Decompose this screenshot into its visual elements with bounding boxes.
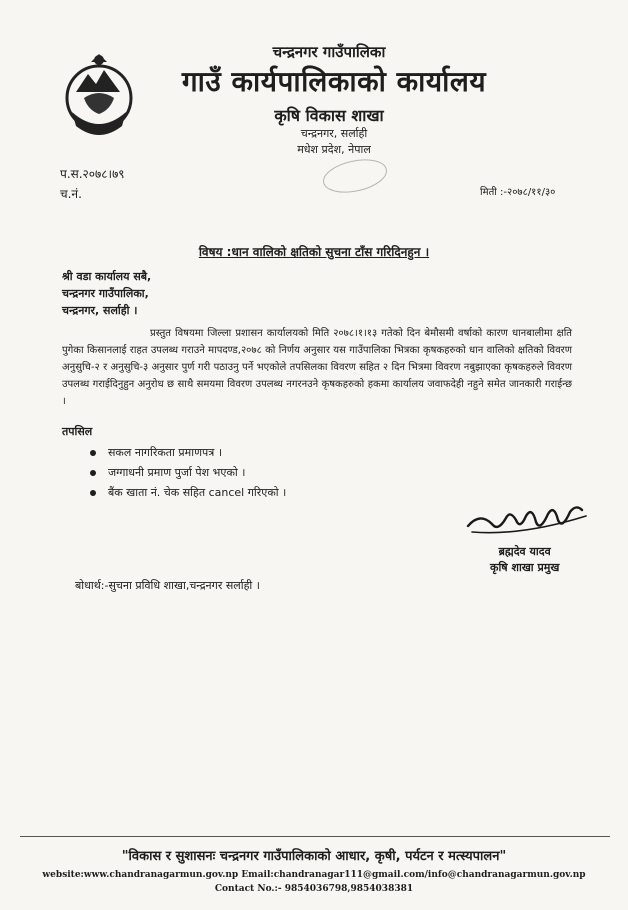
footer-divider	[20, 836, 610, 837]
attachment-item: बैंक खाता नं. चेक सहित cancel गरिएको ।	[90, 483, 286, 503]
address-line-1: चन्द्रनगर, सर्लाही	[300, 127, 368, 140]
branch-name: कृषि विकास शाखा	[274, 106, 384, 125]
letter-number: प.स.२०७८।७९	[60, 167, 125, 181]
subject-line	[0, 243, 628, 260]
addressee-block	[62, 268, 151, 319]
addressee-line-3: चन्द्रनगर, सर्लाही ।	[62, 304, 138, 317]
subject-text: विषय :धान वालिको क्षतिको सुचना टाँस गरिदिनहुन ।	[198, 245, 430, 259]
letter-body: प्रस्तुत विषयमा जिल्ला प्रशासन कार्यालयको मिति २०७८।१।१३ गतेको दिन बेमौसमी वर्षाको कारण धानबालीमा क्षति पुगेका किसानलाई राहत उपलब्ध गराउने मापदण्ड,२०७८ को निर्णय अनुसार यस गाउँपालिका भित्रका कृषकहरुको धान वालिको क्षतिको विवरण अनुसुचि-२ र अनुसुचि-३ अनुसार पुर्ण गरी पठाउनु पर्ने भएकोले तपसिलका विवरण सहित २ दिन भित्रमा विवरण नबुझाएका कृषकहरुले विवरण उपलब्ध गराईदिनुहुन अनुरोध छ साथै समयमा विवरण उपलब्ध नगरनउने कृषकहरुको हकमा कार्यालय जवाफदेही नहुने समेत जानकारी गराईन्छ ।	[62, 328, 572, 407]
copy-to-line: बोधार्थ:-सुचना प्रविधि शाखा,चन्द्रनगर सर्लाही ।	[75, 579, 260, 592]
attachment-item: जग्गाधनी प्रमाण पुर्जा पेश भएको ।	[90, 463, 286, 483]
footer-website-email: website:www.chandranagarmun.gov.np Email:chandranagar111@gmail.com/info@chandranagarmun.gov.np	[42, 870, 586, 880]
handwritten-signature	[462, 498, 592, 548]
footer-contact	[0, 868, 628, 896]
page-title: गाउँ कार्यपालिकाको कार्यालय	[181, 65, 487, 98]
signer-block	[490, 544, 559, 576]
office-name: चन्द्रनगर गाउँपालिका	[272, 43, 386, 61]
addressee-line-2: चन्द्रनगर गाउँपालिका,	[62, 287, 149, 300]
office-address	[0, 126, 628, 158]
addressee-line-1: श्री वडा कार्यालय सबै,	[62, 270, 152, 283]
office-stamp-seal	[317, 151, 393, 201]
footer-motto: "विकास र सुशासनः चन्द्रनगर गाउँपालिकाको आधार, कृषी, पर्यटन र मत्स्यपालन"	[121, 849, 507, 864]
footer-phone: Contact No.:- 9854036798,9854038381	[214, 884, 414, 894]
address-line-2: मधेश प्रदेश, नेपाल	[297, 143, 371, 156]
attachments-list	[90, 443, 286, 503]
reference-block	[60, 164, 125, 204]
letter-date: मिती :-२०७८/११/३०	[480, 187, 556, 198]
signer-name: ब्रह्मदेव यादव	[498, 545, 551, 558]
attachments-heading: तपसिल	[62, 425, 93, 438]
signer-title: कृषि शाखा प्रमुख	[490, 561, 560, 574]
attachment-item: सकल नागरिकता प्रमाणपत्र ।	[90, 443, 286, 463]
dispatch-number: च.नं.	[60, 187, 82, 201]
